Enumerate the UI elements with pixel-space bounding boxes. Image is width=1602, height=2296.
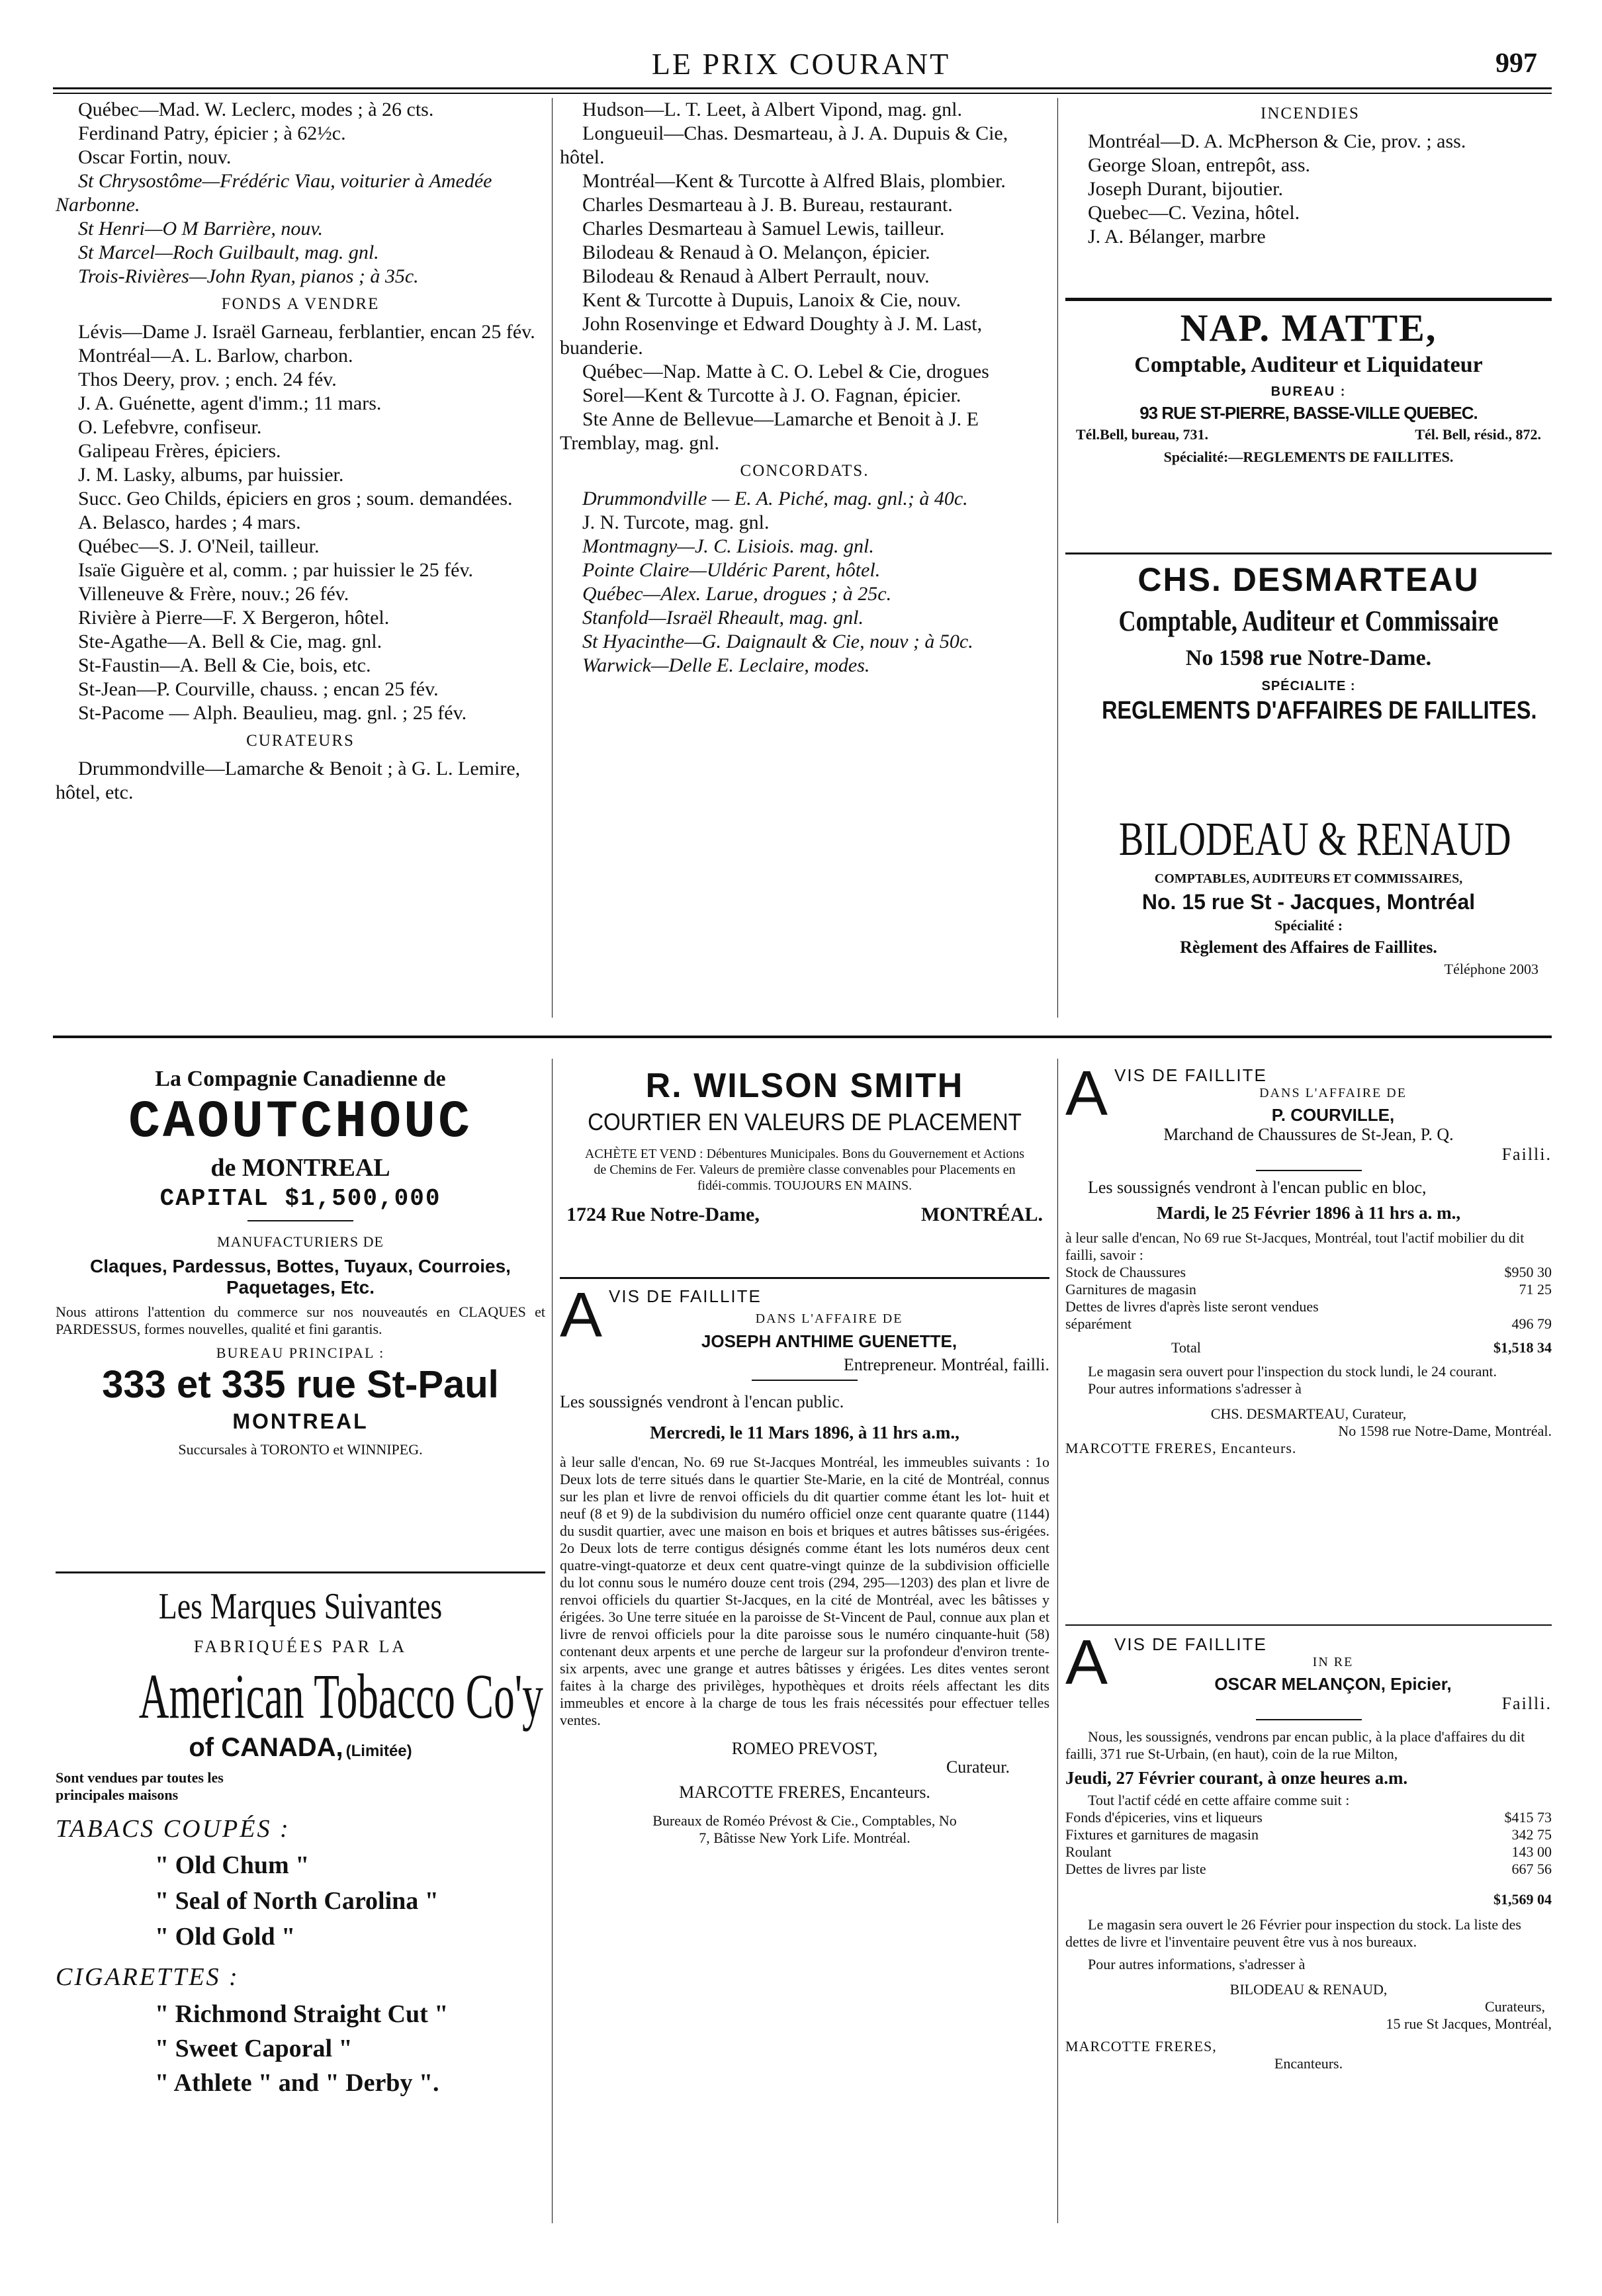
ad-failli: Failli. [1501,1145,1552,1164]
ad-desmarteau [1065,559,1552,727]
column-divider [552,1059,553,2223]
ad-specialite: Spécialité : [1274,917,1343,934]
ad-auction: MARCOTTE FRERES, [1065,2038,1217,2054]
ad-courville [1065,1058,1552,1457]
ad-avis: VIS DE FAILLITE [1114,1065,1267,1085]
ad-tabac-item: " Old Gold " [155,1923,296,1951]
ad-guenette [560,1280,1049,1847]
ad-auction-2: Encanteurs. [1274,2055,1343,2072]
ad-sub: Marchand de Chaussures de St-Jean, P. Q. [1163,1125,1454,1144]
list-item: St Marcel—Roch Guilbault, mag. gnl. [78,242,379,263]
ad-avis: VIS DE FAILLITE [1114,1634,1267,1654]
list-item: St-Pacome — Alph. Beaulieu, mag. gnl. ; 25 fév. [78,702,467,724]
list-item: Sorel—Kent & Turcotte à J. O. Fagnan, épicier. [582,384,961,406]
ad-desc: ACHÈTE ET VEND : Débentures Municipales. Bons du Gouvernement et Actions de Chemins de Fer. Valeurs de première classe convenables pour Placements en fidéi-commis. TOUJOURS EN MAINS. [584,1147,1025,1193]
list-item: Montmagny—J. C. Lisiois. mag. gnl. [582,535,874,557]
ad-sub: Entrepreneur. Montréal, failli. [843,1355,1049,1374]
ad-dans: IN RE [1312,1655,1354,1669]
section-heading-incendies: INCENDIES [1261,105,1360,122]
total-label: Total [1171,1339,1201,1356]
list-item: John Rosenvinge et Edward Doughty à J. M. Last, buanderie. [560,313,983,359]
ad-sig: BILODEAU & RENAUD, [1229,1981,1388,1998]
ad-nap-matte [1065,306,1552,466]
ad-of: of CANADA, [189,1733,343,1762]
ad-sig-role: Curateur. [946,1757,1010,1777]
ad-note: Nous attirons l'attention du commerce sur nos nouveautés en CLAQUES et PARDESSUS, formes nouvelles, qualité et fini garantis. [56,1303,545,1337]
list-item: Ferdinand Patry, épicier ; à 62½c. [78,122,346,144]
ad-bureau: BUREAU PRINCIPAL : [216,1345,385,1361]
list-item: St Chrysostôme—Frédéric Viau, voiturier à Amedée Narbonne. [56,170,492,216]
section-heading-fonds: FONDS A VENDRE [221,295,380,313]
column-divider [1057,98,1058,1018]
divider [247,1220,353,1221]
ad-tabacs: TABACS COUPÉS : [56,1815,290,1843]
ad-line-2: de MONTREAL [210,1154,390,1182]
ad-sig2: No 1598 rue Notre-Dame, Montréal. [1338,1423,1552,1439]
table-cell-label: Fonds d'épiceries, vins et liqueurs [1065,1809,1263,1826]
ad-role: COMPTABLES, AUDITEURS ET COMMISSAIRES, [1154,871,1463,886]
ad-dans: DANS L'AFFAIRE DE [1259,1086,1407,1100]
divider [1256,1719,1362,1720]
ad-p2: Tout l'actif cédé en cette affaire comme suit : [1088,1792,1350,1808]
ad-sig2: 15 rue St Jacques, Montréal, [1386,2015,1552,2032]
table-row [1065,1281,1552,1298]
table-cell-value: $950 30 [1504,1264,1552,1280]
column-divider [1057,1059,1058,2223]
dropcap-a: A [1065,1058,1108,1129]
ad-address: No 1598 rue Notre-Dame. [1185,646,1432,670]
ad-role: COURTIER EN VALEURS DE PLACEMENT [588,1108,1022,1135]
ad-address-row [560,1200,1049,1229]
ad-p4: Pour autres informations, s'adresser à [1088,1956,1306,1972]
ad-body: à leur salle d'encan, No. 69 rue St-Jacques Montréal, les immeubles suivants : 1o Deux lots de terre situés dans le quartier Ste-Marie, en la cité de Montréal, connus sur les plan et livre de renvoi officiels du dit quartier comme étant les lot- huit et neuf (8 et 9) de la subdivision du numéro officiel onze cent quarante quatre (1144) du susdit quartier, avec une maison en bois et briques et autres bâtisses sus-érigées. 2o Deux lots de terre contigus désignés comme étant les lots numéros deux cent quatre-vingt-quatorze et deux cent quatre-vingt quinze de la subdivision officielle du lot connu sous le numéro douze cent trois (294, 295—1203) des plan et livre de renvoi officiels du quartier St-Jacques, en la cité de Montréal, avec les bâtisses y érigées. 3o Une terre située en la paroisse de St-Vincent de Paul, connue aux plan et livre de renvoi officiels pour la dite paroisse sous le numéro cinquante-huit (58) contenant deux arpents et une perche de largeur sur la profondeur d'environ trente-six arpents, avec une grange et autres bâtisses y érigées. Les dites ventes seront faites à la charge des privilèges, hypothèques et droits réels affectant les dits immeubles et encore à la charge de tous les frais nécessités pour effectuer telles ventes. [560,1454,1049,1728]
list-item: George Sloan, entrepôt, ass. [1088,154,1311,176]
ad-line: Règlement des Affaires de Faillites. [1180,938,1437,957]
ad-p1: Les soussignés vendront à l'encan public. [560,1392,844,1411]
list-item: Bilodeau & Renaud à O. Melançon, épicier. [582,242,930,263]
table-cell-label: Stock de Chaussures [1065,1264,1186,1280]
ad-sig-role: Curateurs, [1484,1998,1545,2015]
list-item: Montréal—A. L. Barlow, charbon. [78,345,353,367]
total-value: $1,518 34 [1493,1339,1552,1356]
list-item: Warwick—Delle E. Leclaire, modes. [582,654,870,676]
divider [1256,1170,1362,1171]
ad-p1: Les soussignés vendront à l'encan public en bloc, [1088,1178,1427,1197]
ad-rule [1065,1624,1552,1626]
table-row [1065,1826,1552,1843]
list-item: O. Lefebvre, confiseur. [78,416,262,438]
table-cell-value: 143 00 [1511,1843,1552,1860]
ad-address: 333 et 335 rue St-Paul [102,1363,499,1406]
list-item: Trois-Rivières—John Ryan, pianos ; à 35c. [78,265,419,287]
ad-bureau: Bureaux de Roméo Prévost & Cie., Comptables, No 7, Bâtisse New York Life. Montréal. [652,1812,957,1846]
ad-rule [1065,552,1552,554]
ad-p4: Pour autres informations s'adresser à [1088,1380,1302,1397]
ad-big: CAOUTCHOUC [128,1092,473,1153]
table-row [1065,1843,1552,1861]
list-item: Ste-Agathe—A. Bell & Cie, mag. gnl. [78,631,382,652]
ad-capital: CAPITAL $1,500,000 [159,1185,441,1212]
ad-melancon [1065,1627,1552,2072]
table-cell-label: Roulant [1065,1843,1112,1860]
table-row [1065,1861,1552,1878]
table-row [1065,1298,1552,1333]
column-1 [56,98,545,805]
list-item: Québec—S. J. O'Neil, tailleur. [78,535,320,557]
list-item: Succ. Geo Childs, épiciers en gros ; soum. demandées. [78,488,513,509]
list-item: Québec—Alex. Larue, drogues ; à 25c. [582,583,892,605]
ad-date: Jeudi, 27 Février courant, à onze heures a.m. [1065,1768,1408,1788]
ad-auction: MARCOTTE FRERES, Encanteurs. [679,1783,930,1802]
table-cell-value: 496 79 [1511,1315,1552,1332]
ad-products: Claques, Pardessus, Bottes, Tuyaux, Courroies, Paquetages, Etc. [90,1256,511,1298]
list-item: J. A. Bélanger, marbre [1088,226,1266,247]
list-item: St Henri—O M Barrière, nouv. [78,218,323,240]
header-rule [53,87,1552,89]
ad-role: Comptable, Auditeur et Liquidateur [1134,353,1483,377]
ad-name: BILODEAU & RENAUD [1118,813,1511,865]
dropcap-a: A [1065,1627,1108,1698]
ad-phone-residence: Tél. Bell, résid., 872. [1415,426,1541,443]
ad-p1: Nous, les soussignés, vendrons par encan public, à la place d'affaires du dit failli, 371 rue St-Urbain, (en haut), coin de la rue Milton, [1065,1728,1525,1762]
ad-name: JOSEPH ANTHIME GUENETTE, [701,1331,957,1351]
ad-wilson-smith [560,1065,1049,1229]
list-item: Québec—Mad. W. Leclerc, modes ; à 26 cts. [78,99,434,120]
ad-sig: ROMEO PREVOST, [731,1739,878,1758]
ad-avis: VIS DE FAILLITE [609,1286,762,1306]
ad-city: MONTRÉAL. [920,1204,1043,1225]
list-item: Kent & Turcotte à Dupuis, Lanoix & Cie, nouv. [582,289,961,311]
ad-caoutchouc [56,1065,545,1458]
ad-cig-item: " Athlete " and " Derby ". [155,2069,439,2097]
ad-name: NAP. MATTE, [1180,306,1437,349]
table-row [1065,1264,1552,1281]
table-cell-label: Dettes de livres par liste [1065,1861,1206,1877]
list-item: Oscar Fortin, nouv. [78,146,232,168]
ad-limitee: (Limitée) [345,1742,412,1760]
ad-sig: CHS. DESMARTEAU, Curateur, [1210,1405,1407,1422]
ad-date: Mardi, le 25 Février 1896 à 11 hrs a. m., [1156,1203,1461,1223]
table-cell-label: Garnitures de magasin [1065,1281,1196,1298]
ad-address: 93 RUE ST-PIERRE, BASSE-VILLE QUEBEC. [1139,403,1478,423]
list-item: Drummondville — E. A. Piché, mag. gnl.; à 40c. [582,488,968,509]
ad-cig-item: " Richmond Straight Cut " [155,2000,449,2028]
list-item: Stanfold—Israël Rheault, mag. gnl. [582,607,864,629]
section-rule [53,1036,1552,1038]
list-item: Longueuil—Chas. Desmarteau, à J. A. Dupuis & Cie, hôtel. [560,122,1008,168]
ad-tabac-item: " Old Chum " [155,1851,310,1879]
ad-rule [560,1277,1049,1279]
ad-name: CHS. DESMARTEAU [1137,561,1480,598]
list-item: J. N. Turcote, mag. gnl. [582,511,770,533]
ad-address: No. 15 rue St - Jacques, Montréal [1141,890,1476,914]
ad-sold: Sont vendues par toutes les principales maisons [56,1769,224,1803]
table-cell-label: Fixtures et garnitures de magasin [1065,1826,1259,1843]
ad-of-canada [56,1733,545,1763]
ad-phones [1065,426,1552,443]
ad-tobacco [56,1585,545,2100]
ad-bureau: BUREAU : [1270,384,1347,399]
section-heading-concordats: CONCORDATS. [740,462,869,480]
section-heading-curateurs: CURATEURS [246,732,355,750]
list-item: Montréal—Kent & Turcotte à Alfred Blais, plombier. [582,170,1006,192]
list-item: Montréal—D. A. McPherson & Cie, prov. ; ass. [1088,130,1466,152]
list-item: A. Belasco, hardes ; 4 mars. [78,511,301,533]
ad-p3: Le magasin sera ouvert pour l'inspection du stock lundi, le 24 courant. [1088,1363,1497,1380]
ad-name: OSCAR MELANÇON, Epicier, [1214,1674,1452,1694]
list-item: Lévis—Dame J. Israël Garneau, ferblantier, encan 25 fév. [78,321,535,343]
table-cell-value: 667 56 [1511,1861,1552,1877]
list-item: J. M. Lasky, albums, par huissier. [78,464,344,486]
list-item: Villeneuve & Frère, nouv.; 26 fév. [78,583,349,605]
list-item: St-Jean—P. Courville, chauss. ; encan 25 fév. [78,678,439,700]
ad-auction: MARCOTTE FRERES, Encanteurs. [1065,1440,1297,1456]
table-cell-label: Dettes de livres d'après liste seront vendues séparément [1065,1298,1319,1332]
column-2 [560,98,1049,678]
table-cell-value: 71 25 [1519,1281,1552,1298]
ad-cigarettes: CIGARETTES : [56,1963,240,1991]
table-cell-value: 342 75 [1511,1826,1552,1843]
table-row [1065,1809,1552,1826]
list-item: Québec—Nap. Matte à C. O. Lebel & Cie, drogues [582,361,989,382]
dropcap-a: A [560,1280,603,1350]
ad-rule [1065,298,1552,301]
list-item: Hudson—L. T. Leet, à Albert Vipond, mag. gnl. [582,99,962,120]
list-item: Thos Deery, prov. ; ench. 24 fév. [78,369,337,390]
list-item: Charles Desmarteau à J. B. Bureau, restaurant. [582,194,953,216]
list-item: Drummondville—Lamarche & Benoit ; à G. L. Lemire, hôtel, etc. [56,758,521,803]
divider [752,1380,858,1381]
ad-failli: Failli. [1501,1694,1552,1713]
ad-role: Comptable, Auditeur et Commissaire [1118,605,1499,637]
ad-p3: Le magasin sera ouvert le 26 Février pour inspection du stock. La liste des dettes de livre et l'inventaire peuvent être vus à nos bureaux. [1065,1916,1521,1950]
list-item: Ste Anne de Bellevue—Lamarche et Benoit à J. E Tremblay, mag. gnl. [560,408,979,454]
list-item: St-Faustin—A. Bell & Cie, bois, etc. [78,654,371,676]
table-cell-value: $415 73 [1504,1809,1552,1826]
list-item: Rivière à Pierre—F. X Bergeron, hôtel. [78,607,390,629]
ad-phone-office: Tél.Bell, bureau, 731. [1076,426,1209,443]
ad-dans: DANS L'AFFAIRE DE [755,1311,903,1326]
ad-city: MONTREAL [232,1409,369,1433]
ad-rule [56,1571,545,1573]
list-item: Charles Desmarteau à Samuel Lewis, tailleur. [582,218,945,240]
ad-p2: à leur salle d'encan, No 69 rue St-Jacques, Montréal, tout l'actif mobilier du dit failli, savoir : [1065,1229,1525,1263]
ad-phone: Téléphone 2003 [1444,961,1538,977]
list-item: Joseph Durant, bijoutier. [1088,178,1283,200]
list-item: Bilodeau & Renaud à Albert Perrault, nouv. [582,265,930,287]
ad-line-1: La Compagnie Canadienne de [155,1067,446,1091]
ad-cig-item: " Sweet Caporal " [155,2035,353,2062]
column-3 [1065,98,1555,249]
ad-name: R. WILSON SMITH [645,1067,964,1105]
column-divider [552,98,553,1018]
list-item: J. A. Guénette, agent d'imm.; 11 mars. [78,392,382,414]
ad-date: Mercredi, le 11 Mars 1896, à 11 hrs a.m., [650,1423,959,1442]
ad-tabac-item: " Seal of North Carolina " [155,1887,439,1915]
list-item: Pointe Claire—Uldéric Parent, hôtel. [582,559,881,581]
ad-specialite: Spécialité:—REGLEMENTS DE FAILLITES. [1163,449,1454,465]
ad-name: P. COURVILLE, [1271,1105,1395,1125]
list-item: St Hyacinthe—G. Daignault & Cie, nouv ; à 50c. [582,631,973,652]
ad-manuf: MANUFACTURIERS DE [217,1233,384,1250]
total-value: $1,569 04 [1493,1891,1552,1908]
list-item: Galipeau Frères, épiciers. [78,440,281,462]
ad-line: REGLEMENTS D'AFFAIRES DE FAILLITES. [1102,697,1537,725]
page-number: 997 [1495,48,1537,79]
ad-branches: Succursales à TORONTO et WINNIPEG. [178,1441,423,1458]
ad-company: American Tobacco Co'y [138,1661,543,1732]
header-rule-2 [53,93,1552,94]
list-item: Isaïe Giguère et al, comm. ; par huissier le 25 fév. [78,559,474,581]
ad-fab: FABRIQUÉES PAR LA [193,1637,408,1656]
table-total [1065,1339,1552,1356]
ad-specialite: SPÉCIALITE : [1261,679,1356,693]
ad-head: Les Marques Suivantes [158,1586,443,1627]
ad-bilodeau [1065,813,1552,978]
list-item: Quebec—C. Vezina, hôtel. [1088,202,1300,224]
ad-address: 1724 Rue Notre-Dame, [566,1204,760,1225]
page-title: LE PRIX COURANT [651,47,951,81]
